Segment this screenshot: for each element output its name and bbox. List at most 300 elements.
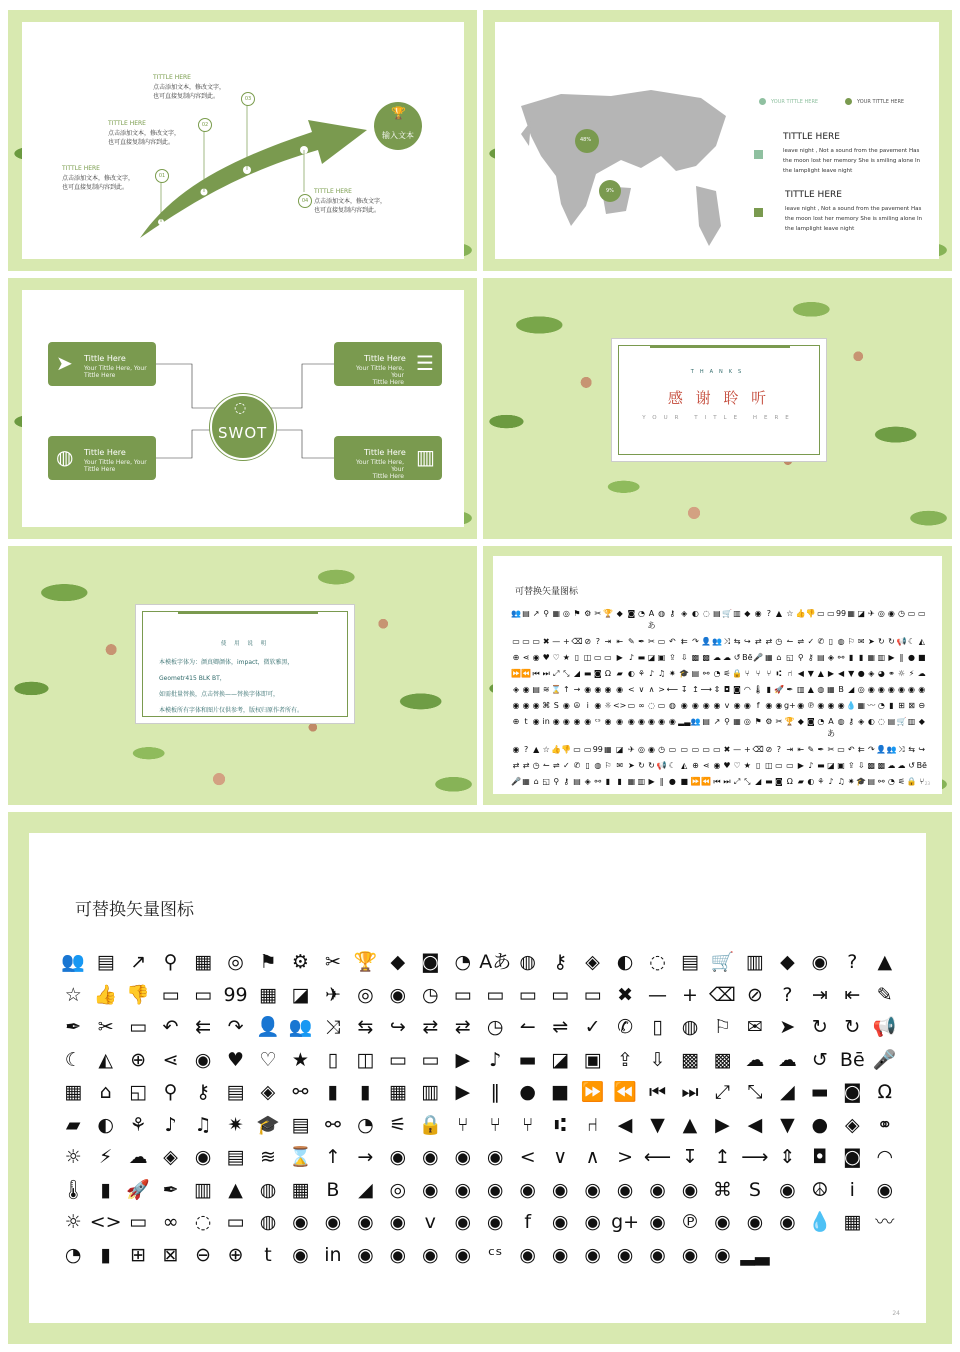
vector-icon: ◉ [519,1178,536,1201]
vector-icon-small: ☆ [542,745,550,754]
vector-icon-small: ▲ [817,669,824,678]
vector-icon: → [357,1146,374,1168]
vector-icon: 👥 [61,951,86,973]
vector-icon-small: ♥ [542,653,550,662]
vector-icon-small: ⌫ [752,745,764,754]
vector-icon-small: ▶ [648,777,655,786]
vector-icon: ★ [291,1048,309,1071]
vector-icon-small: ♪ [808,761,814,770]
lightbulb-icon: ◍ [56,445,74,469]
vector-icon: ◉ [649,1211,666,1233]
vector-icon: ⟶ [741,1146,769,1168]
vector-icon-small: ⚭ [888,669,895,678]
vector-icon-small: ▶ [888,653,895,662]
vector-icon-small: ⚷ [848,717,855,726]
vector-icon: ▂▃ [740,1243,770,1266]
vector-icon-small: 📢 [896,637,907,646]
vector-icon: ◉ [292,1211,309,1233]
vector-icon-small: ◷ [532,761,540,770]
vector-icon-small: ▯ [585,761,590,770]
vector-icon-small: ▯ [755,761,761,770]
vector-icon-small: ◀ [837,669,845,678]
vector-icon: ● [811,1113,829,1136]
vector-icon-small: ◭ [918,637,925,646]
vector-icon-small: ⑂ [744,669,750,678]
vector-icon: ⑁ [586,1113,599,1136]
vector-icon-small: ▤ [573,777,581,786]
vector-icon: ◈ [260,1081,276,1103]
vector-icon-small: ⋖ [702,761,710,770]
vector-icon: ↷ [227,1016,244,1038]
vector-icon: ◍ [681,1016,699,1038]
vector-icon-small: ⇄ [512,761,520,770]
vector-icon: ◎ [357,983,374,1006]
vector-icon-small: ☁ [917,669,926,678]
vector-icon-small: ▭ [627,701,636,710]
vector-icon-small: ▲ [533,745,540,754]
swot-box-top-right [334,342,442,386]
vector-icon-small: 🎤 [753,653,764,662]
vector-icon: ▮ [100,1178,111,1201]
vector-icon-small: Ω [786,777,793,786]
vector-icon-small: ◎ [857,685,865,694]
vector-icon: ◈ [585,951,600,973]
vector-icon: ◉ [422,1178,439,1201]
vector-icon-small: ⚐ [847,637,855,646]
vector-icon-small: ★ [562,653,570,662]
vector-icon-small: ▭ [604,653,612,662]
vector-icon-small: B [838,685,844,694]
vector-icon-small: ⚙ [765,717,773,726]
vector-icon-small: ◔ [637,609,645,618]
vector-icon: ⌫ [709,983,736,1006]
vector-icon-small: ▭ [532,637,540,646]
vector-icon-small: ◱ [542,777,550,786]
vector-icon-small: 〰 [867,701,876,710]
vector-icon-small: 👥 [690,717,701,726]
vector-icon-small: ↷ [692,637,699,646]
vector-icon: t [264,1243,272,1266]
vector-icon-small: → [573,685,581,694]
vector-icon: ⚙ [291,951,309,973]
vector-icon-small: ⚷ [563,777,570,786]
vector-icon-small: v [724,701,730,710]
vector-icon-small: ☁ [712,653,721,662]
vector-icon-small: ◉ [512,745,520,754]
vector-icon: ◉ [292,1243,309,1266]
vector-icon-small: ⚲ [797,653,804,662]
bubble-asia-label: 48% [580,137,592,143]
vector-icon-small: ♡ [733,761,741,770]
vector-icon-small: ◔ [887,777,895,786]
vector-icon: ▭ [486,983,505,1006]
vector-icon-small: ⟵ [666,685,679,694]
vector-icon-small: ↪ [743,637,751,646]
vector-icon-small: 👤 [701,637,712,646]
vector-icon-small: ◉ [765,701,773,710]
vector-icon-small: 👥 [511,609,521,618]
vector-icon-small: ✆ [817,637,825,646]
vector-icon-small: ▦ [847,609,855,618]
vector-icon-small: ◎ [562,609,570,618]
step-number-01: 01 [155,169,169,183]
vector-icon: ⚷ [196,1081,211,1103]
vector-icon-small: ◱ [786,653,794,662]
step-title-03: TITTLE HERE [153,74,191,81]
vector-icon: ⇌ [552,1016,569,1038]
slide-timeline[interactable] [8,10,477,271]
vector-icon-small: ◉ [648,717,655,726]
vector-icon-small: 🎓 [856,777,867,786]
vector-icon-small: ∨ [638,685,645,694]
arrow-label: 输入文本 [382,131,414,140]
vector-icon-small: ↪ [918,745,926,754]
vector-icon: ⇥ [811,983,828,1006]
vector-icon-small: ◢ [573,669,581,678]
slide-icons-large[interactable] [8,812,952,1344]
vector-icon: 🚀 [126,1178,150,1201]
vector-icon-small: 🛒 [722,609,732,618]
vector-icon-small: ✓ [807,637,815,646]
vector-icon-small: ▲ [807,685,814,694]
slide-world-map[interactable] [483,10,952,271]
vector-icon-small: ↶ [668,637,676,646]
vector-icon-small: ⚘ [817,777,825,786]
vector-icon: ⇄ [454,1016,471,1038]
vector-icon-small: ⇤ [616,637,624,646]
vector-icon: S [748,1178,761,1201]
list-icon: ☰ [416,351,434,375]
vector-icon: ▭ [453,983,472,1006]
vector-icon: — [648,983,668,1006]
vector-icon-small: ⇇ [680,637,688,646]
vector-icon: ◌ [649,951,666,973]
step-desc-03: 点击添加文本，修改文字， 也可直接复制内容到此。 [153,84,226,100]
vector-icon: ◉ [681,1243,699,1266]
vector-icon-small: ◔ [713,669,721,678]
vector-icon: ▭ [551,983,570,1006]
vector-icon: ⌂ [99,1081,112,1103]
vector-icon: ◀ [617,1113,633,1136]
icons-large-title: 可替换矢量图标 [75,900,194,920]
vector-icon-small: ⚯ [702,669,710,678]
vector-icon: 🛒 [710,951,735,973]
vector-icon-small: ♥ [723,761,731,770]
vector-icon-small: ◉ [584,717,592,726]
vector-icon-small: ✂ [775,717,783,726]
vector-icon-small: 🚀 [773,685,784,694]
vector-icon-small: ▦ [765,653,773,662]
vector-icon: ◉ [194,1048,212,1071]
vector-icon-small: ☼ [897,669,906,678]
vector-icon-small: ◉ [897,685,905,694]
vector-icon-small: ⚲ [553,777,560,786]
vector-icon-small: ▭ [817,609,825,618]
vector-icon-small: ↧ [680,685,688,694]
vector-icon: ↗ [130,951,147,973]
vector-icon: ◉ [584,1211,601,1233]
vector-icon-small: ↗ [532,609,540,618]
vector-icon-small: 👍 [551,745,562,754]
vector-icon-small: ◙ [806,717,815,726]
swot-box-sub: Your Tittle Here, Your Tittle Here [356,365,404,386]
vector-icon-small: ◌ [702,609,710,618]
swot-box-title: Tittle Here [84,448,126,457]
vector-icon-small: ▭ [775,761,783,770]
vector-icon: ↼ [519,1016,536,1038]
vector-icon-small: ◉ [887,609,895,618]
vector-icon-small: ◉ [918,685,926,694]
vector-icon-small: ⤨ [898,745,905,754]
vector-icon-small: ☾ [907,637,916,646]
vector-icon-small: ⚷ [807,653,814,662]
vector-icon-small: ◈ [827,653,835,662]
vector-icon-small: ▥ [907,717,916,726]
vector-icon-small: ♪ [828,777,834,786]
vector-icon-small: 👎 [805,609,816,618]
vector-icon-small: ☼ [604,701,612,710]
vector-icon: ◉ [584,1178,601,1201]
step-desc-04: 点击添加文本，修改文字， 也可直接复制内容到此。 [314,198,387,214]
vector-icon: ◉ [584,1243,601,1266]
lightbulb-icon: ◌ [234,400,247,416]
vector-icon: ◙ [843,1146,862,1168]
vector-icon-small: 🛒 [896,717,907,726]
vector-icon: + [682,983,698,1006]
vector-icon-small: ◉ [867,685,875,694]
vector-icon: ◉ [616,1243,634,1266]
swot-box-sub: Your Tittle Here, Your Tittle Here [356,459,404,480]
vector-icon-small: ✖ [723,745,731,754]
step-number-04: 04 [298,194,312,208]
vector-icon: ▩ [681,1048,699,1071]
vector-icon-small: ⑁ [787,669,793,678]
vector-icon: ➤ [779,1016,796,1038]
vector-icon-small: ◪ [827,761,835,770]
vector-icon: ◉ [486,1146,504,1168]
vector-icon: ◉ [649,1178,666,1201]
vector-icon-small: ⑂ [766,669,772,678]
vector-icon: ☮ [811,1178,829,1201]
slide-instructions[interactable] [8,546,477,805]
vector-icon-small: ➤ [867,637,875,646]
vector-icon-small: ✂ [827,745,835,754]
vector-icon: ⏭ [681,1081,699,1103]
vector-icon-small: ⇤ [797,745,805,754]
paper-plane-icon: ➤ [56,351,73,375]
vector-icon: ✒ [65,1016,82,1038]
vector-icon-small: ⤢ [553,669,560,678]
vector-icon: 👥 [288,1016,313,1038]
vector-icon: ? [847,951,858,973]
vector-icon-small: ▭ [573,745,581,754]
vector-icon-small: ◉ [604,717,612,726]
vector-icon: f [524,1211,532,1233]
vector-icon: ✂ [97,1016,114,1038]
vector-icon: ◉ [519,1243,536,1266]
bubble-oceania-label: 9% [606,188,614,194]
vector-icon-small: ⑆ [776,669,782,678]
vector-icon-small: ↺ [908,761,915,770]
icons-small-title: 可替换矢量图标 [515,587,579,597]
vector-icon: ▮ [360,1081,371,1103]
vector-icon-small: ▭ [668,745,677,754]
vector-icon-small: ◉ [616,717,624,726]
vector-icon-small: ◫ [765,761,773,770]
vector-icon-small: ▬ [765,777,773,786]
slide-swot[interactable] [8,278,477,539]
block-text-1: leave night , Not a sound from the pavement Has the moon lost her memory She is smiling alone In the lamplight leave night [783,148,921,174]
vector-icon-small: ◍ [837,717,845,726]
vector-icon: ⊘ [746,983,763,1006]
vector-icon: ↶ [162,1016,179,1038]
slide-thanks[interactable] [483,278,952,539]
vector-icon-small: ⇄ [765,637,773,646]
vector-icon-small: ▩ [877,761,886,770]
vector-icon: in [324,1243,342,1266]
vector-icon-small: ◆ [918,717,925,726]
vector-icon-small: ▥ [733,609,741,618]
vector-icon-small: ⌂ [533,777,539,786]
vector-icon: ✆ [617,1016,634,1038]
vector-icon-small: ⏭ [723,777,731,786]
vector-icon: ⤢ [714,1081,731,1103]
vector-icon-small: ◉ [522,685,530,694]
vector-icon: i [849,1178,855,1201]
vector-icon-small: ∞ [638,701,645,710]
vector-icon-small: ◉ [604,685,612,694]
block-title-2: TITTLE HERE [785,190,842,200]
vector-icon: 🎤 [872,1048,897,1071]
vector-icon-small: ⚯ [594,777,602,786]
vector-icon: ⌘ [712,1178,732,1201]
vector-icon-small: > [658,685,665,694]
vector-icon-small: ‖ [659,777,664,786]
vector-icon-small: ℗ [806,701,815,710]
vector-icon-small: ⌘ [542,701,551,710]
vector-icon-small: 🎤 [511,777,521,786]
slide-timeline-card [22,22,464,259]
vector-icon-small: ⏪ [701,777,712,786]
vector-icon: ‖ [490,1081,500,1103]
vector-icon: 🎓 [256,1113,280,1136]
vector-icon-small: ◉ [817,701,825,710]
vector-icon: ◆ [780,951,795,973]
vector-icon: ▯ [652,1016,663,1038]
vector-icon-small: — [552,637,561,646]
swot-box-title: Tittle Here [364,448,406,457]
vector-icon: ◪ [291,983,310,1006]
vector-icon-small: ▭ [657,701,666,710]
vector-icon-small: ▤ [817,653,825,662]
vector-icon-small: ☁ [723,653,731,662]
vector-icon: ● [519,1081,536,1103]
vector-icon: B [326,1178,340,1201]
vector-icon: ✂ [324,951,341,973]
vector-icon-small: ⊘ [584,637,592,646]
vector-icon-small: ◪ [615,745,624,754]
vector-icon: ⇪ [617,1048,634,1071]
instructions-card [135,604,355,724]
vector-icon: ⚭ [876,1113,893,1136]
vector-icon-small: ↼ [542,761,550,770]
vector-icon-small: ▦ [604,745,612,754]
vector-icon: ∞ [162,1211,179,1233]
vector-icon: ▲ [682,1113,698,1136]
vector-icon-small: ◆ [797,717,804,726]
vector-icon: ✎ [876,983,893,1006]
swot-box-bottom-right [334,436,442,480]
vector-icon-small: ✷ [668,669,676,678]
vector-icon: ■ [551,1081,570,1103]
vector-icon: ▦ [388,1081,407,1103]
vector-icon-small: ⚙ [584,609,592,618]
vector-icon: ⑆ [554,1113,566,1136]
vector-icon: ◔ [357,1113,374,1136]
vector-icon: ☆ [64,983,82,1006]
vector-icon-small: ⊠ [908,701,915,710]
world-map [501,76,741,256]
vector-icon-small: ➤ [628,761,635,770]
slide-icons-small[interactable] [483,546,952,805]
vector-icon: ◎ [227,951,244,973]
vector-icon: ◠ [876,1146,894,1168]
vector-icon-small: ⊕ [692,761,699,770]
vector-icon-small: ◈ [512,685,520,694]
vector-icon: ◌ [194,1211,212,1233]
vector-icon: ◉ [811,951,829,973]
step-title-01: TITTLE HERE [62,165,100,172]
vector-icon-small: ⊞ [898,701,905,710]
vector-icon: ⊕ [130,1048,147,1071]
vector-icon-small: ◈ [858,717,865,726]
vector-icon-small: ⇌ [552,761,560,770]
vector-icon-small: ◷ [897,609,905,618]
vector-icon-small: ◍ [658,609,666,618]
vector-icon: ◉ [389,1211,407,1233]
vector-icon-small: ◉ [702,701,710,710]
vector-icon-small: Aあ [647,609,656,630]
vector-icon-small: ▤ [702,717,710,726]
vector-icon-small: 🎓 [679,669,690,678]
vector-icon-small: ◌ [877,717,885,726]
vector-icon-small: ◉ [691,701,699,710]
vector-icon: ◉ [389,1243,407,1266]
vector-icon-small: ◉ [616,685,624,694]
vector-icon-small: ⚟ [723,669,731,678]
vector-icon: ▭ [194,983,213,1006]
vector-icon: ▮ [327,1081,339,1103]
vector-icon-small: ⇥ [604,637,612,646]
vector-icon-small: ◎ [743,717,751,726]
vector-icon-small: ⌫ [571,637,583,646]
vector-icon-small: ▭ [837,745,845,754]
vector-icon: ◉ [486,1178,504,1201]
vector-icon: ↻ [844,1016,861,1038]
vector-icon-small: ↶ [847,745,855,754]
vector-icon-small: ◈ [868,669,875,678]
vector-icon-small: ◉ [627,717,635,726]
vector-icon: ◉ [551,1211,569,1233]
vector-icon-small: ▦ [552,609,561,618]
vector-icon: ▲ [877,951,893,973]
vector-icon: 🔒 [418,1113,443,1136]
vector-icon: ⤡ [747,1081,763,1103]
vector-icon: ♪ [164,1113,177,1136]
vector-icon-small: ▭ [657,637,666,646]
vector-icon-small: ▭ [594,653,602,662]
vector-icon: ▥ [194,1178,213,1201]
